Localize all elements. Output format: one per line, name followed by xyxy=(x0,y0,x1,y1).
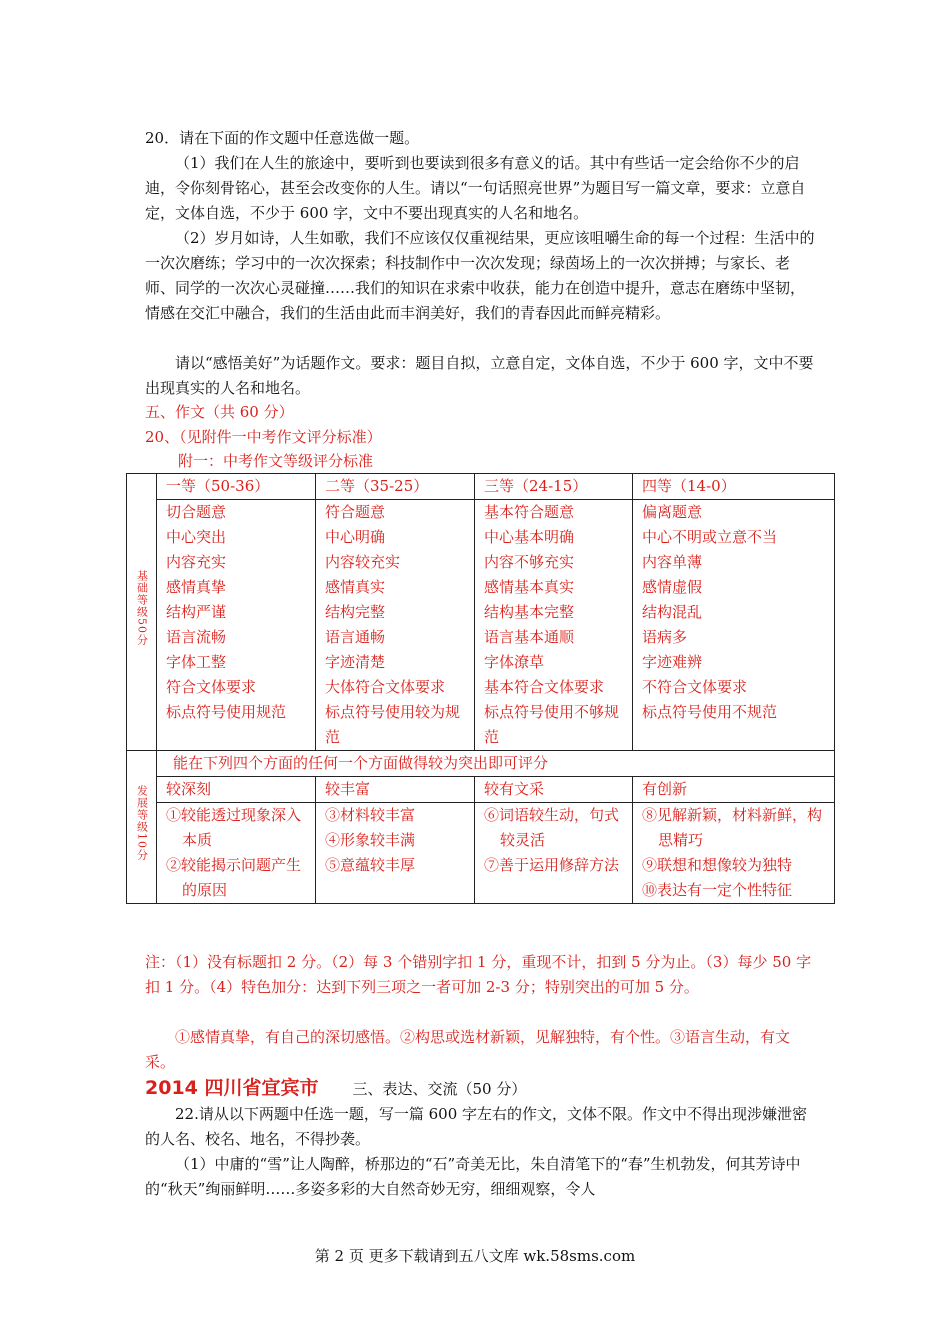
dev-item: ③材料较丰富 xyxy=(325,806,416,824)
dev-item: ⑩表达有一定个性特征 xyxy=(642,881,793,899)
criterion: 标点符号使用规范 xyxy=(166,703,287,721)
criterion: 中心突出 xyxy=(166,528,227,546)
basic-level-side-label: 基础等级50分 xyxy=(127,474,157,751)
criterion: 字迹清楚 xyxy=(325,653,386,671)
dev-items-row xyxy=(127,803,835,904)
criterion: 结构严谨 xyxy=(166,603,227,621)
grade-1-criteria xyxy=(157,500,316,751)
development-intro: 能在下列四个方面的任何一个方面做得较为突出即可评分 xyxy=(157,751,835,777)
dev-item: ⑧见解新颖，材料新鲜，构思精巧 xyxy=(642,806,823,849)
q20-title: 20．请在下面的作文题中任意选做一题。 xyxy=(145,129,420,147)
criterion: 语言基本通顺 xyxy=(484,628,575,646)
dev-header: 较丰富 xyxy=(316,777,475,803)
grade-2-criteria xyxy=(316,500,475,751)
grade-header: 一等（50-36） xyxy=(157,474,316,500)
grade-4-criteria xyxy=(633,500,835,751)
dev-creative-items xyxy=(633,803,835,904)
answer-q20-reference: 20、（见附件一中考作文评分标准） xyxy=(145,428,382,446)
criterion: 语言流畅 xyxy=(166,628,227,646)
appendix-title: 附一：中考作文等级评分标准 xyxy=(178,452,374,470)
development-level-side-label: 发展等级10分 xyxy=(127,751,157,904)
criterion: 语言通畅 xyxy=(325,628,386,646)
grade-3-criteria xyxy=(475,500,633,751)
criterion: 感情基本真实 xyxy=(484,578,575,596)
dev-item: ④形象较丰满 xyxy=(325,831,416,849)
answer-section-heading: 五、作文（共 60 分） xyxy=(145,403,294,421)
criterion: 标点符号使用不够规范 xyxy=(484,703,620,746)
criterion: 感情真实 xyxy=(325,578,386,596)
dev-item: ⑥词语较生动，句式较灵活 xyxy=(484,806,620,849)
dev-literary-items xyxy=(475,803,633,904)
q22-prompt: 22.请从以下两题中任选一题，写一篇 600 字左右的作文，文体不限。作文中不得出现涉嫌泄密的人名、校名、地名，不得抄袭。 xyxy=(145,1105,808,1148)
dev-item: ①较能透过现象深入本质 xyxy=(166,806,302,849)
criterion: 内容不够充实 xyxy=(484,553,575,571)
dev-deep-items xyxy=(157,803,316,904)
yibin-section: 三、表达、交流（50 分） xyxy=(352,1080,527,1098)
grade-header: 二等（35-25） xyxy=(316,474,475,500)
dev-header: 有创新 xyxy=(633,777,835,803)
criterion: 中心基本明确 xyxy=(484,528,575,546)
criterion: 符合文体要求 xyxy=(166,678,257,696)
q20-option-1: （1）我们在人生的旅途中，要听到也要读到很多有意义的话。其中有些话一定会给你不少的启迪，令你刻骨铭心，甚至会改变你的人生。请以“一句话照亮世界”为题目写一篇文章，要求：立意自定，文体自选，不少于 600 字，文中不要出现真实的人名和地名。 xyxy=(145,154,806,222)
criterion: 基本符合题意 xyxy=(484,503,575,521)
dev-header: 较有文采 xyxy=(475,777,633,803)
criterion: 感情虚假 xyxy=(642,578,703,596)
criterion: 字体潦草 xyxy=(484,653,545,671)
q20-option-2-requirement: 请以“感悟美好”为话题作文。要求：题目自拟，立意自定，文体自选，不少于 600 字，文中不要出现真实的人名和地名。 xyxy=(145,354,814,397)
dev-item: ⑨联想和想像较为独特 xyxy=(642,856,793,874)
criterion: 大体符合文体要求 xyxy=(325,678,446,696)
dev-item: ②较能揭示问题产生的原因 xyxy=(166,856,302,899)
criterion: 内容充实 xyxy=(166,553,227,571)
criterion: 中心明确 xyxy=(325,528,386,546)
criterion: 内容较充实 xyxy=(325,553,401,571)
yibin-heading xyxy=(145,1074,815,1103)
grade-header: 四等（14-0） xyxy=(633,474,835,500)
criterion: 标点符号使用不规范 xyxy=(642,703,778,721)
criterion: 符合题意 xyxy=(325,503,386,521)
criterion: 感情真挚 xyxy=(166,578,227,596)
criterion: 语病多 xyxy=(642,628,688,646)
dev-intro-row xyxy=(127,751,835,777)
criterion: 字迹难辨 xyxy=(642,653,703,671)
grade-header-row xyxy=(127,474,835,500)
q20-option-2: （2）岁月如诗，人生如歌，我们不应该仅仅重视结果，更应该咀嚼生命的每一个过程：生活中的一次次磨练；学习中的一次次探索；科技制作中一次次发现；绿茵场上的一次次拼搏；与家长、老师、同学的一次次心灵碰撞……我们的知识在求索中收获，能力在创造中提升，意志在磨练中坚韧，情感在交汇中融合，我们的生活由此而丰润美好，我们的青春因此而鲜亮精彩。 xyxy=(145,229,815,322)
dev-item: ⑤意蕴较丰厚 xyxy=(325,856,416,874)
criterion: 切合题意 xyxy=(166,503,227,521)
criterion: 内容单薄 xyxy=(642,553,703,571)
criterion: 中心不明或立意不当 xyxy=(642,528,778,546)
dev-header: 较深刻 xyxy=(157,777,316,803)
dev-item: ⑦善于运用修辞方法 xyxy=(484,856,620,874)
city-title: 2014 四川省宜宾市 xyxy=(145,1077,319,1099)
grading-table xyxy=(126,473,835,904)
criterion: 不符合文体要求 xyxy=(642,678,748,696)
dev-rich-items xyxy=(316,803,475,904)
criterion: 结构基本完整 xyxy=(484,603,575,621)
page-footer: 第 2 页 更多下载请到五八文库 wk.58sms.com xyxy=(314,1247,636,1265)
bonus-criteria: ①感情真挚，有自己的深切感悟。②构思或选材新颖，见解独特，有个性。③语言生动，有文采。 xyxy=(145,1028,791,1071)
scoring-notes: 注：（1）没有标题扣 2 分。（2）每 3 个错别字扣 1 分，重现不计，扣到 5 分为止。（3）每少 50 字扣 1 分。（4）特色加分：达到下列三项之一者可加 2-3 分；特别突出的可加 5 分。 xyxy=(145,953,812,996)
criterion: 偏离题意 xyxy=(642,503,703,521)
criterion: 结构混乱 xyxy=(642,603,703,621)
q22-option-1: （1）中庸的“雪”让人陶醉，桥那边的“石”奇美无比，朱自清笔下的“春”生机勃发，何其芳诗中的“秋天”绚丽鲜明……多姿多彩的大自然奇妙无穷，细细观察，令人 xyxy=(145,1155,801,1198)
criterion: 结构完整 xyxy=(325,603,386,621)
criterion: 字体工整 xyxy=(166,653,227,671)
dev-header-row xyxy=(127,777,835,803)
grade-basic-row xyxy=(127,500,835,751)
grade-header: 三等（24-15） xyxy=(475,474,633,500)
criterion: 基本符合文体要求 xyxy=(484,678,605,696)
criterion: 标点符号使用较为规范 xyxy=(325,703,461,746)
